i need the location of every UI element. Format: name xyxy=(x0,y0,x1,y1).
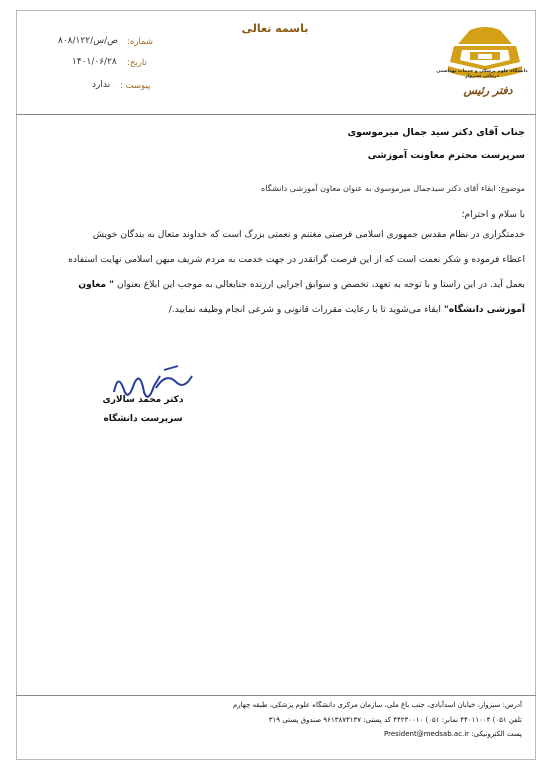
handwritten-signature xyxy=(104,362,204,422)
greeting: با سلام و احترام؛ xyxy=(461,210,525,220)
signatory-title: سرپرست دانشگاه xyxy=(103,414,183,424)
body-line-3 xyxy=(27,272,525,298)
date-label: تاریخ: xyxy=(127,58,147,68)
attachment-label: پیوست : xyxy=(120,81,151,91)
letter-subject: موضوع: ابقاء آقای دکتر سیدجمال میرموسوی به عنوان معاون آموزشی دانشگاه xyxy=(261,184,525,193)
recipient-name: جناب آقای دکتر سید جمال میرموسوی xyxy=(347,127,525,138)
footer-address: آدرس: سبزوار، خیابان اسدآبادی، جنب باغ ملی، سازمان مرکزی دانشگاه علوم پزشکی، طبقه چهارم xyxy=(232,701,522,709)
attachment-value: ندارد xyxy=(92,80,111,90)
body-line-1: خدمتگزاری در نظام مقدس جمهوری اسلامی فرصتی مغتنم و نعمتی بزرگ است که خداوند متعال به بندگان خویش xyxy=(92,229,525,240)
body-line-4-text: ابقاء می‌شوید تا با رعایت مقررات قانونی و شرعی انجام وظیفه نمایید./ xyxy=(168,304,444,315)
signatory-name: دکتر محمد سالاری xyxy=(102,395,184,405)
letter-page-border xyxy=(16,10,536,760)
number-value: ۸۰۸/ص/س/۱۲۲ xyxy=(58,36,118,46)
body-line-3-emphasis: " معاون xyxy=(78,279,115,290)
body-line-4-emphasis: آموزشی دانشگاه" xyxy=(443,304,525,315)
office-title: دفتر رئیس xyxy=(463,84,513,97)
footer-divider xyxy=(16,695,536,696)
body-line-2: اعطاء فرموده و شکر نعمت است که از این فرصت گرانقدر در جهت خدمت به مردم شریف میهن اسلامی نهایت استفاده xyxy=(68,254,525,265)
organization-name: دانشگاه علوم پزشکی و خدمات بهداشتی درمانی سبزوار xyxy=(436,69,528,79)
date-value: ۱۴۰۱/۰۶/۲۸ xyxy=(72,57,117,67)
footer-contacts: تلفن ۰۵۱) ۴۴۰۱۱۰۰۴ نمابر: ۰۵۱) ۴۴۲۳۰۰۱۰ کد پستی: ۹۶۱۳۸۷۳۱۳۷ صندوق پستی ۳۱۹ xyxy=(268,716,522,724)
body-line-3-text: بعمل آید. در این راستا و با توجه به تعهد، تخصص و سوابق اجرایی ارزنده جنابعالی به موجب این ابلاغ بعنوان xyxy=(117,279,525,290)
body-line-4 xyxy=(27,297,525,323)
header-divider xyxy=(16,114,536,115)
recipient-title: سرپرست محترم معاونت آموزشی xyxy=(367,150,525,161)
footer-email: پست الکترونیکی: President@medsab.ac.ir xyxy=(384,730,522,738)
number-label: شماره: xyxy=(127,37,154,47)
letter-heading: باسمه تعالی xyxy=(241,22,309,35)
